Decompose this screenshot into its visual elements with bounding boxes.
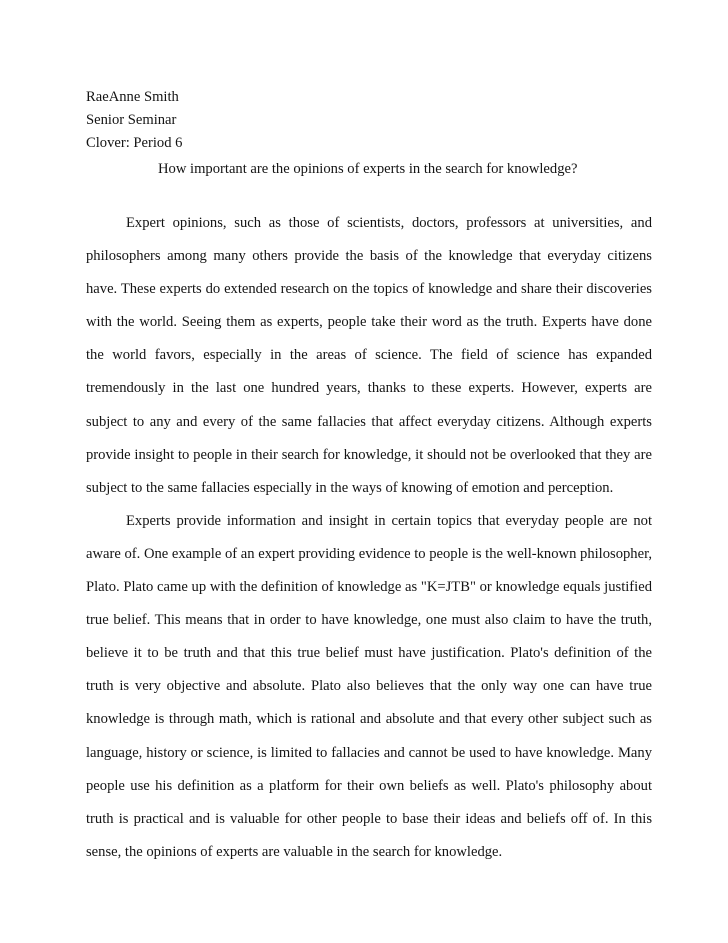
- essay-header: [86, 86, 666, 155]
- course-name: Senior Seminar: [86, 112, 177, 128]
- class-period: Clover: Period 6: [86, 135, 183, 151]
- author-name: RaeAnne Smith: [86, 89, 179, 105]
- essay-title: How important are the opinions of experts in the search for knowledge?: [158, 161, 578, 177]
- paragraph-1: Expert opinions, such as those of scientists, doctors, professors at universities, and philosophers among many others provide the basis of the knowledge that everyday citizens have. These experts do extended research on the topics of knowledge and share their discoveries with the world. Seeing them as experts, people take their word as the truth. Experts have done the world favors, especially in the areas of science. The field of science has expanded tremendously in the last one hundred years, thanks to these experts. However, experts are subject to any and every of the same fallacies that affect everyday citizens. Although experts provide insight to people in their search for knowledge, it should not be overlooked that they are subject to the same fallacies especially in the ways of knowing of emotion and perception.: [86, 215, 652, 496]
- essay-body: [86, 207, 652, 869]
- paragraph-2: Experts provide information and insight in certain topics that everyday people are not aware of. One example of an expert providing evidence to people is the well-known philosopher, Plato. Plato came up with the definition of knowledge as "K=JTB" or knowledge equals justified true belief. This means that in order to have knowledge, one must also claim to have the truth, believe it to be truth and that this true belief must have justification. Plato's definition of the truth is very objective and absolute. Plato also believes that the only way one can have true knowledge is through math, which is rational and absolute and that every other subject such as language, history or science, is limited to fallacies and cannot be used to have knowledge. Many people use his definition as a platform for their own beliefs as well. Plato's philosophy about truth is practical and is valuable for other people to base their ideas and beliefs off of. In this sense, the opinions of experts are valuable in the search for knowledge.: [86, 512, 652, 860]
